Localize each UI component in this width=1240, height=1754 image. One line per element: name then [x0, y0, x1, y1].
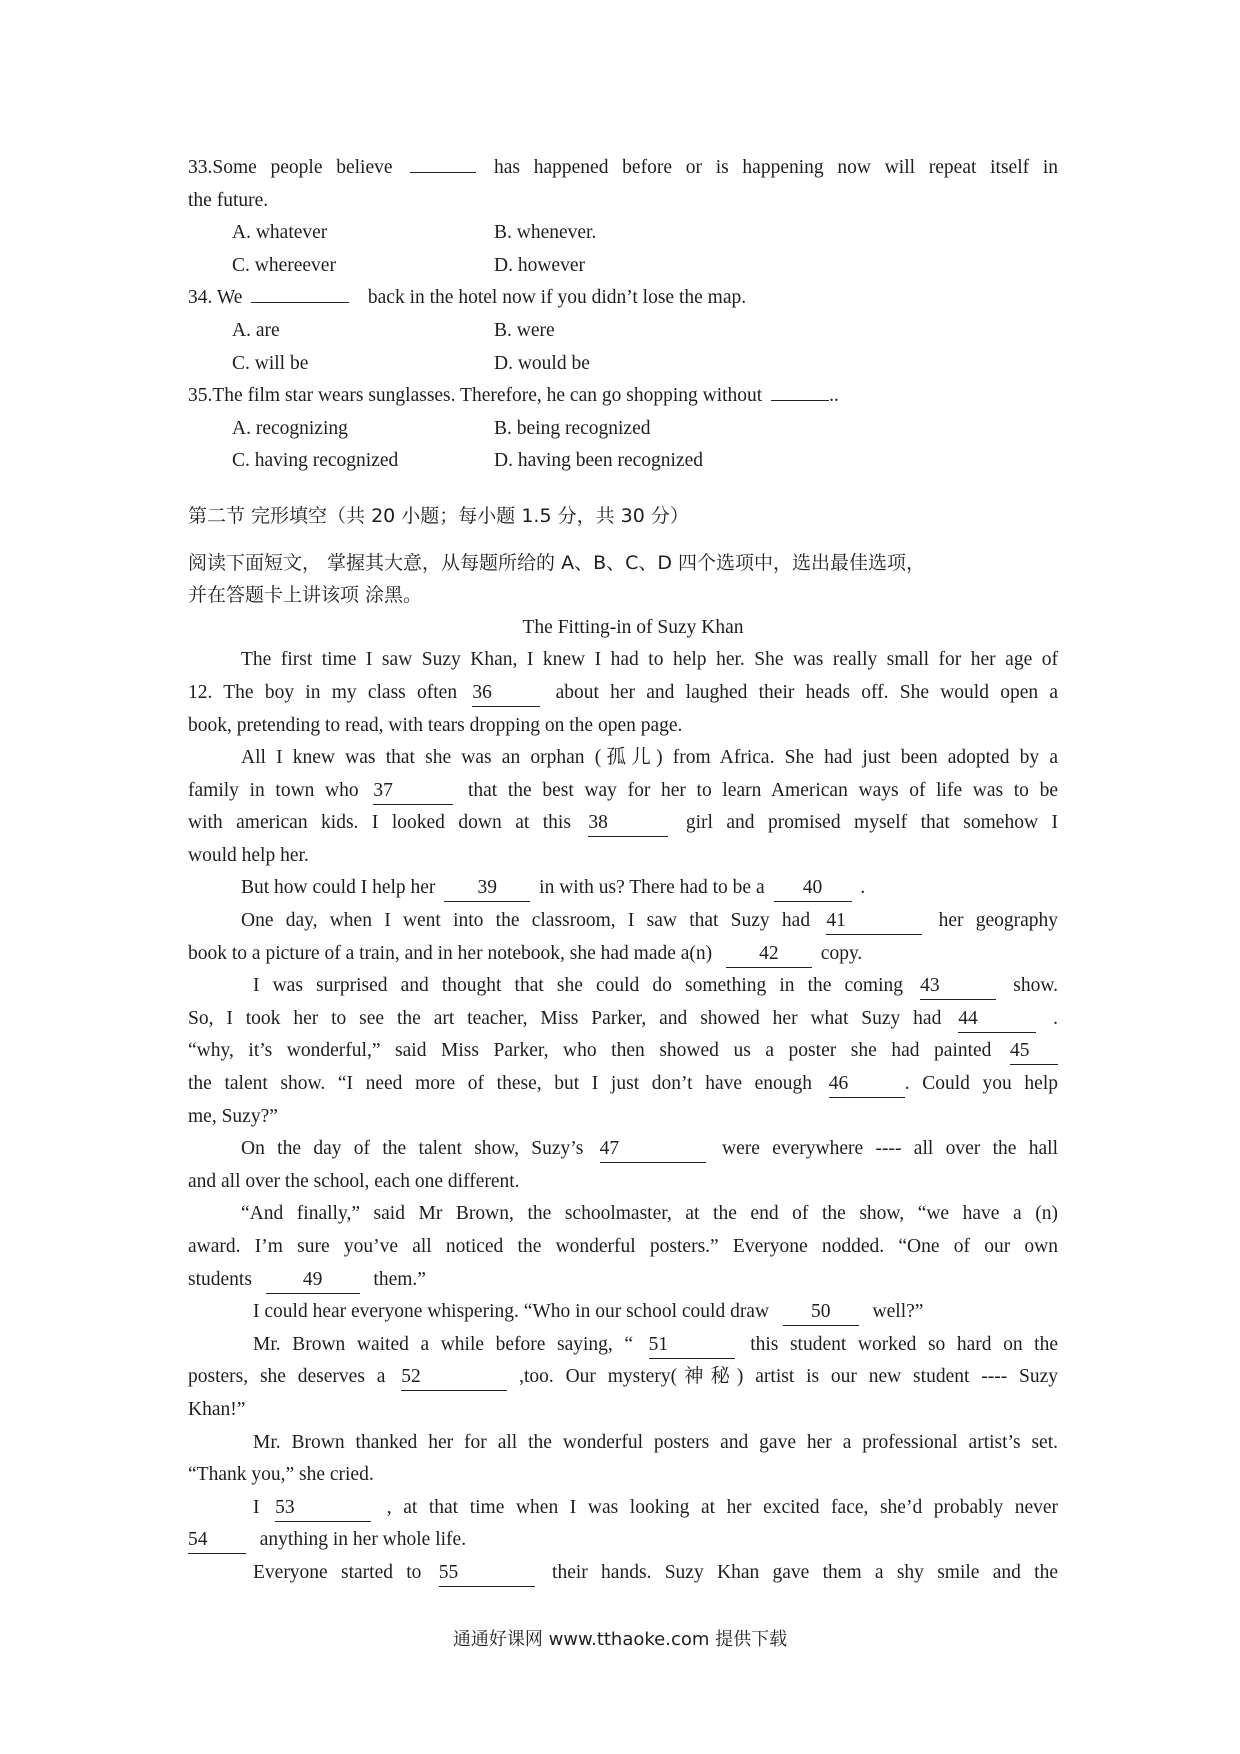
question-34: [188, 282, 1058, 380]
passage-line: So, I took her to see the art teacher, Miss Parker, and showed her what Suzy had 44 .: [188, 1003, 1058, 1036]
blank-52: 52: [401, 1364, 507, 1391]
stem-text: the future.: [188, 189, 269, 211]
passage-line: family in town who 37 that the best way for her to learn American ways of life was to be: [188, 775, 1058, 808]
paragraph-5: [188, 970, 1058, 1133]
options-row: [188, 348, 1058, 381]
passage-line: posters, she deserves a 52 ,too. Our mystery(神秘) artist is our new student ---- Suzy: [188, 1361, 1058, 1394]
paragraph-8: I could hear everyone whispering. “Who in our school could draw 50 well?”: [188, 1296, 1058, 1329]
section-instructions: 并在答题卡上讲该项 涂黑。: [188, 584, 423, 607]
passage-line: book to a picture of a train, and in her notebook, she had made a(n) 42 copy.: [188, 938, 1058, 971]
option-d: D. would be: [494, 352, 590, 374]
section-heading: 第二节 完形填空（共 20 小题；每小题 1.5 分，共 30 分）: [188, 504, 689, 527]
stem-text: We: [216, 287, 243, 309]
stem-text: ..: [829, 385, 839, 407]
passage-line: book, pretending to read, with tears dropping on the open page.: [188, 714, 683, 736]
answer-blank: [410, 172, 476, 173]
blank-37: 37: [373, 778, 453, 805]
blank-54: 54: [188, 1527, 246, 1554]
passage-line: 12. The boy in my class often 36 about her and laughed their heads off. She would open a: [188, 677, 1058, 710]
passage-title: The Fitting-in of Suzy Khan: [522, 616, 744, 638]
blank-42: 42: [726, 941, 812, 968]
passage-line: Khan!”: [188, 1398, 246, 1420]
option-c: C. having recognized: [232, 450, 399, 472]
blank-55: 55: [439, 1560, 535, 1587]
stem-text: Some people believe: [212, 157, 393, 178]
stem-text: has happened before or is happening now will repeat itself in: [494, 157, 1059, 178]
answer-blank: [771, 400, 829, 401]
option-b: B. were: [494, 319, 555, 341]
paragraph-6: [188, 1133, 1058, 1198]
options-row: [188, 217, 1058, 250]
blank-41: 41: [826, 908, 922, 935]
passage-line: “Thank you,” she cried.: [188, 1464, 374, 1486]
passage-line: “why, it’s wonderful,” said Miss Parker, who then showed us a poster she had painted 45: [188, 1035, 1058, 1068]
passage-line: award. I’m sure you’ve all noticed the wonderful posters.” Everyone nodded. “One of our own: [188, 1236, 1058, 1257]
blank-51: 51: [649, 1332, 735, 1359]
passage-line: Mr. Brown waited a while before saying, “ 51 this student worked so hard on the: [188, 1329, 1058, 1362]
spacer: [188, 478, 1058, 500]
passage-line: The first time I saw Suzy Khan, I knew I had to help her. She was really small for her age of: [241, 649, 1058, 671]
question-number: 33.: [188, 157, 213, 178]
blank-44: 44: [958, 1006, 1036, 1033]
stem-text: back in the hotel now if you didn’t lose the map.: [367, 287, 747, 309]
passage-line: One day, when I went into the classroom, I saw that Suzy had 41 her geography: [188, 905, 1058, 938]
paragraph-4: [188, 905, 1058, 970]
option-a: A. whatever: [232, 222, 328, 244]
passage-line: “And finally,” said Mr Brown, the schoolmaster, at the end of the show, “we have a (n): [241, 1203, 1058, 1225]
blank-36: 36: [472, 680, 540, 707]
options-row: [188, 250, 1058, 283]
paragraph-12: Everyone started to 55 their hands. Suzy Khan gave them a shy smile and the: [188, 1557, 1058, 1590]
answer-blank: [251, 302, 349, 303]
question-stem: [188, 380, 1058, 413]
option-d: D. having been recognized: [494, 450, 703, 472]
question-33: [188, 152, 1058, 282]
blank-43: 43: [920, 973, 996, 1000]
passage-line: would help her.: [188, 844, 309, 866]
blank-38: 38: [588, 810, 668, 837]
page-footer: 通通好课网 www.tthaoke.com 提供下载: [452, 1629, 788, 1650]
paragraph-2: [188, 742, 1058, 872]
blank-53: 53: [275, 1495, 371, 1522]
question-stem: [188, 152, 1058, 185]
blank-50: 50: [783, 1299, 859, 1326]
passage-line: with american kids. I looked down at this 38 girl and promised myself that somehow I: [188, 807, 1058, 840]
passage-line: me, Suzy?”: [188, 1105, 278, 1127]
paragraph-7: [188, 1198, 1058, 1296]
passage-line: All I knew was that she was an orphan (孤儿) from Africa. She had just been adopted by a: [241, 747, 1058, 769]
option-b: B. whenever.: [494, 222, 597, 244]
option-c: C. whereever: [232, 254, 336, 276]
option-a: A. recognizing: [232, 417, 348, 439]
passage-line: I 53 , at that time when I was looking at her excited face, she’d probably never: [188, 1492, 1058, 1525]
options-row: [188, 445, 1058, 478]
passage-line: 54 anything in her whole life.: [188, 1524, 1058, 1557]
blank-46: 46: [829, 1071, 905, 1098]
option-c: C. will be: [232, 352, 309, 374]
paragraph-1: [188, 644, 1058, 742]
section-instructions: 阅读下面短文， 掌握其大意，从每题所给的 A、B、C、D 四个选项中，选出最佳选项，: [188, 551, 926, 574]
passage-line: Mr. Brown thanked her for all the wonderful posters and gave her a professional artist’s set.: [253, 1431, 1058, 1453]
passage-line: the talent show. “I need more of these, but I just don’t have enough 46 . Could you help: [188, 1068, 1058, 1101]
option-b: B. being recognized: [494, 417, 651, 439]
paragraph-3: But how could I help her 39 in with us? There had to be a 40 .: [188, 872, 1058, 905]
blank-47: 47: [600, 1136, 706, 1163]
blank-45: 45: [1010, 1038, 1058, 1065]
question-number: 34.: [188, 287, 213, 309]
blank-39: 39: [444, 875, 530, 902]
passage-line: On the day of the talent show, Suzy’s 47 were everywhere ---- all over the hall: [188, 1133, 1058, 1166]
option-d: D. however: [494, 254, 585, 276]
blank-40: 40: [774, 875, 852, 902]
spacer: [188, 533, 1058, 547]
question-stem: [188, 282, 1058, 315]
passage-line: I was surprised and thought that she could do something in the coming 43 show.: [188, 970, 1058, 1003]
question-35: [188, 380, 1058, 478]
options-row: [188, 315, 1058, 348]
question-number: 35.: [188, 385, 213, 407]
paragraph-11: [188, 1492, 1058, 1557]
option-a: A. are: [232, 319, 280, 341]
paragraph-9: [188, 1329, 1058, 1427]
stem-text: The film star wears sunglasses. Therefore, he can go shopping without: [212, 385, 763, 407]
exam-page: [188, 152, 1058, 1590]
paragraph-10: [188, 1427, 1058, 1492]
blank-49: 49: [266, 1267, 360, 1294]
passage-line: and all over the school, each one different.: [188, 1170, 520, 1192]
options-row: [188, 413, 1058, 446]
passage-line: students 49 them.”: [188, 1264, 1058, 1297]
